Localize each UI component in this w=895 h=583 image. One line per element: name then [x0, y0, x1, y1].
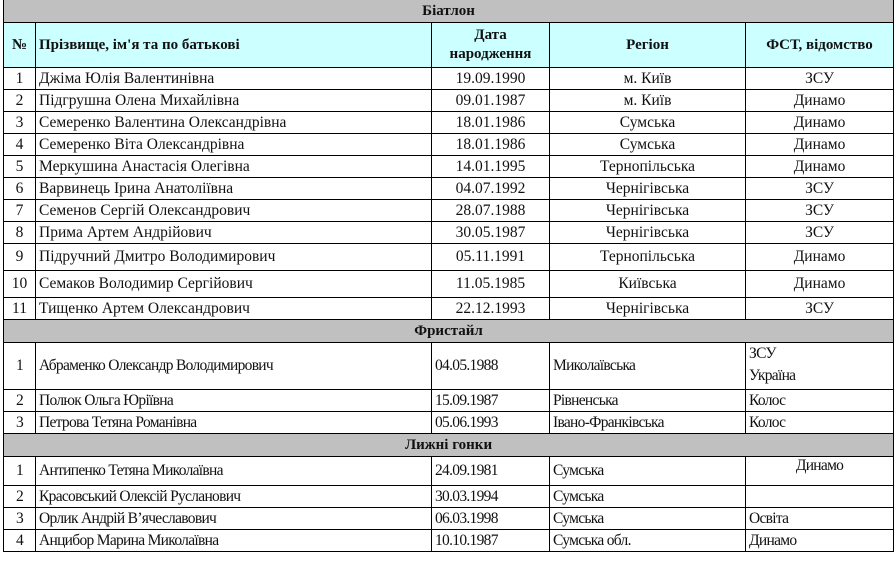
fst-affiliation: Динамо [746, 530, 894, 552]
birth-date: 09.01.1987 [432, 90, 550, 112]
row-number: 1 [4, 457, 36, 486]
birth-date: 06.03.1998 [432, 508, 550, 530]
region: Тернопільська [550, 156, 746, 178]
region: Миколаївська [550, 343, 746, 390]
table-row [4, 68, 894, 90]
table-row [4, 90, 894, 112]
table-row [4, 390, 894, 412]
section-title: Біатлон [4, 0, 894, 23]
header-num: № [4, 23, 36, 68]
row-number: 1 [4, 68, 36, 90]
section-title: Фристайл [4, 320, 894, 343]
region: Сумська [550, 508, 746, 530]
row-number: 3 [4, 508, 36, 530]
region: Сумська [550, 112, 746, 134]
athlete-name: Семеренко Віта Олександрівна [36, 134, 432, 156]
athlete-name: Абраменко Олександр Володимирович [36, 343, 432, 390]
table-row [4, 156, 894, 178]
table-row [4, 112, 894, 134]
athlete-name: Тищенко Артем Олександрович [36, 298, 432, 320]
region: Чернігівська [550, 222, 746, 244]
fst-affiliation: Динамо [746, 90, 894, 112]
birth-date: 19.09.1990 [432, 68, 550, 90]
region: Київська [550, 271, 746, 298]
fst-affiliation: ЗСУ [746, 178, 894, 200]
fst-affiliation: Колос [746, 412, 894, 434]
fst-affiliation: ЗСУ [746, 200, 894, 222]
fst-affiliation: Колос [746, 390, 894, 412]
athlete-name: Петрова Тетяна Романівна [36, 412, 432, 434]
fst-affiliation: Динамо [746, 112, 894, 134]
table-row [4, 244, 894, 271]
birth-date: 11.05.1985 [432, 271, 550, 298]
header-region: Регіон [550, 23, 746, 68]
region: Сумська [550, 486, 746, 508]
fst-affiliation: Динамо [746, 156, 894, 178]
column-header-row [4, 23, 894, 68]
row-number: 4 [4, 530, 36, 552]
birth-date: 04.07.1992 [432, 178, 550, 200]
fst-affiliation [746, 486, 894, 508]
region: Тернопільська [550, 244, 746, 271]
region: м. Київ [550, 90, 746, 112]
region: м. Київ [550, 68, 746, 90]
athletes-table [3, 0, 894, 552]
region: Сумська [550, 134, 746, 156]
row-number: 11 [4, 298, 36, 320]
fst-affiliation: Динамо [746, 134, 894, 156]
fst-affiliation: Динамо [746, 244, 894, 271]
region: Сумська обл. [550, 530, 746, 552]
table-row [4, 271, 894, 298]
region: Рівненська [550, 390, 746, 412]
row-number: 2 [4, 390, 36, 412]
row-number: 9 [4, 244, 36, 271]
fst-affiliation: Динамо [746, 457, 894, 486]
header-name: Прізвище, ім'я та по батькові [36, 23, 432, 68]
fst-affiliation: Освіта [746, 508, 894, 530]
birth-date: 18.01.1986 [432, 134, 550, 156]
fst-affiliation: Динамо [746, 271, 894, 298]
athlete-name: Меркушина Анастасія Олегівна [36, 156, 432, 178]
athlete-name: Анцибор Марина Миколаївна [36, 530, 432, 552]
row-number: 3 [4, 112, 36, 134]
birth-date: 30.05.1987 [432, 222, 550, 244]
section-header [4, 0, 894, 23]
athlete-name: Красовський Олексій Русланович [36, 486, 432, 508]
region: Сумська [550, 457, 746, 486]
fst-affiliation: ЗСУ [746, 222, 894, 244]
athlete-name: Варвинець Ірина Анатоліївна [36, 178, 432, 200]
table-row [4, 412, 894, 434]
fst-affiliation: ЗСУ [746, 298, 894, 320]
fst-line-2: Україна [749, 367, 796, 384]
birth-date: 18.01.1986 [432, 112, 550, 134]
fst-line-1: ЗСУ [749, 345, 776, 362]
birth-date: 15.09.1987 [432, 390, 550, 412]
table-row [4, 530, 894, 552]
table-row [4, 508, 894, 530]
region: Чернігівська [550, 200, 746, 222]
region: Чернігівська [550, 298, 746, 320]
row-number: 6 [4, 178, 36, 200]
athlete-name: Семаков Володимир Сергійович [36, 271, 432, 298]
table-row [4, 222, 894, 244]
section-title: Лижні гонки [4, 434, 894, 457]
table-row [4, 343, 894, 390]
birth-date: 10.10.1987 [432, 530, 550, 552]
row-number: 2 [4, 90, 36, 112]
row-number: 2 [4, 486, 36, 508]
athlete-name: Антипенко Тетяна Миколаївна [36, 457, 432, 486]
fst-affiliation [746, 343, 894, 390]
table-row [4, 178, 894, 200]
birth-date: 30.03.1994 [432, 486, 550, 508]
athlete-name: Прима Артем Андрійович [36, 222, 432, 244]
birth-date: 14.01.1995 [432, 156, 550, 178]
birth-date: 28.07.1988 [432, 200, 550, 222]
row-number: 1 [4, 343, 36, 390]
table-row [4, 298, 894, 320]
athlete-name: Джіма Юлія Валентинівна [36, 68, 432, 90]
section-header [4, 434, 894, 457]
section-header [4, 320, 894, 343]
table-row [4, 486, 894, 508]
birth-date: 22.12.1993 [432, 298, 550, 320]
birth-date: 24.09.1981 [432, 457, 550, 486]
row-number: 8 [4, 222, 36, 244]
athlete-name: Семеренко Валентина Олександрівна [36, 112, 432, 134]
birth-date: 05.11.1991 [432, 244, 550, 271]
row-number: 7 [4, 200, 36, 222]
row-number: 10 [4, 271, 36, 298]
athlete-name: Орлик Андрій В’ячеславович [36, 508, 432, 530]
table-row [4, 457, 894, 486]
athlete-name: Семенов Сергій Олександрович [36, 200, 432, 222]
birth-date: 04.05.1988 [432, 343, 550, 390]
row-number: 5 [4, 156, 36, 178]
row-number: 4 [4, 134, 36, 156]
header-date: Дата народження [432, 23, 550, 68]
header-fst: ФСТ, відомство [746, 23, 894, 68]
table-row [4, 200, 894, 222]
region: Чернігівська [550, 178, 746, 200]
fst-affiliation: ЗСУ [746, 68, 894, 90]
athlete-name: Підручний Дмитро Володимирович [36, 244, 432, 271]
row-number: 3 [4, 412, 36, 434]
athlete-name: Полюк Ольга Юріївна [36, 390, 432, 412]
region: Івано-Франківська [550, 412, 746, 434]
athlete-name: Підгрушна Олена Михайлівна [36, 90, 432, 112]
table-row [4, 134, 894, 156]
birth-date: 05.06.1993 [432, 412, 550, 434]
